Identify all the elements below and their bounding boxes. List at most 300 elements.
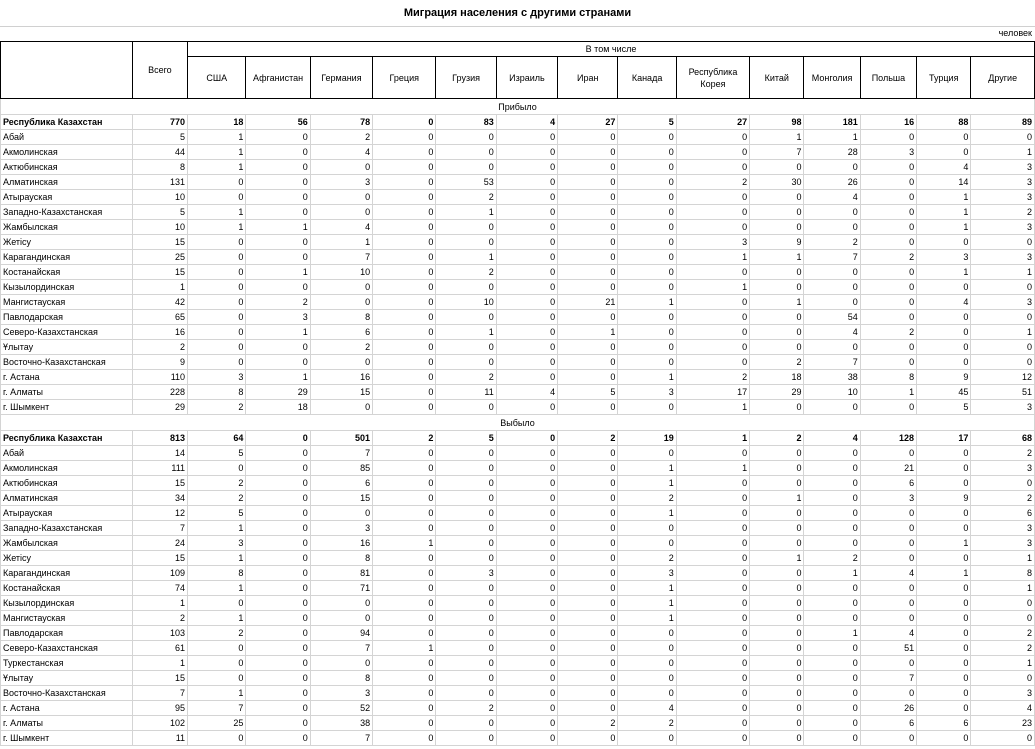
value-cell: 2	[132, 611, 187, 626]
value-cell: 0	[750, 686, 804, 701]
value-cell: 0	[558, 235, 618, 250]
header-country: Афганистан	[246, 57, 310, 99]
value-cell: 4	[804, 431, 860, 446]
value-cell: 0	[860, 310, 916, 325]
value-cell: 0	[917, 626, 971, 641]
value-cell: 0	[436, 641, 496, 656]
value-cell: 1	[436, 250, 496, 265]
value-cell: 2	[310, 340, 372, 355]
value-cell: 0	[618, 250, 676, 265]
value-cell: 0	[917, 145, 971, 160]
value-cell: 0	[558, 671, 618, 686]
value-cell: 0	[246, 536, 310, 551]
table-row	[1, 370, 1035, 385]
value-cell: 0	[917, 476, 971, 491]
value-cell: 0	[246, 596, 310, 611]
value-cell: 0	[750, 671, 804, 686]
value-cell: 1	[618, 370, 676, 385]
value-cell: 0	[804, 461, 860, 476]
value-cell: 2	[676, 175, 749, 190]
table-row	[1, 731, 1035, 746]
value-cell: 15	[132, 671, 187, 686]
value-cell: 0	[496, 521, 557, 536]
value-cell: 0	[860, 506, 916, 521]
value-cell: 0	[246, 611, 310, 626]
value-cell: 0	[373, 235, 436, 250]
value-cell: 0	[373, 521, 436, 536]
value-cell: 0	[618, 325, 676, 340]
value-cell: 0	[246, 671, 310, 686]
value-cell: 4	[860, 566, 916, 581]
value-cell: 0	[188, 190, 246, 205]
value-cell: 2	[188, 626, 246, 641]
value-cell: 0	[917, 581, 971, 596]
value-cell: 7	[804, 355, 860, 370]
value-cell: 2	[676, 370, 749, 385]
value-cell: 5	[618, 115, 676, 130]
value-cell: 1	[971, 551, 1035, 566]
value-cell: 0	[373, 596, 436, 611]
value-cell: 17	[917, 431, 971, 446]
region-cell: Кызылординская	[1, 280, 133, 295]
value-cell: 1	[971, 265, 1035, 280]
value-cell: 0	[917, 641, 971, 656]
value-cell: 56	[246, 115, 310, 130]
value-cell: 0	[496, 491, 557, 506]
value-cell: 0	[373, 385, 436, 400]
value-cell: 0	[496, 370, 557, 385]
value-cell: 8	[971, 566, 1035, 581]
value-cell: 0	[804, 611, 860, 626]
value-cell: 0	[496, 686, 557, 701]
value-cell: 0	[558, 145, 618, 160]
value-cell: 8	[188, 566, 246, 581]
value-cell: 0	[618, 656, 676, 671]
value-cell: 0	[804, 476, 860, 491]
value-cell: 0	[373, 671, 436, 686]
value-cell: 0	[860, 521, 916, 536]
value-cell: 0	[558, 340, 618, 355]
value-cell: 1	[188, 686, 246, 701]
value-cell: 0	[676, 596, 749, 611]
value-cell: 24	[132, 536, 187, 551]
table-row	[1, 130, 1035, 145]
value-cell: 45	[917, 385, 971, 400]
value-cell: 1	[917, 220, 971, 235]
value-cell: 0	[676, 190, 749, 205]
value-cell: 3	[971, 400, 1035, 415]
value-cell: 0	[804, 340, 860, 355]
value-cell: 0	[188, 235, 246, 250]
table-row	[1, 686, 1035, 701]
value-cell: 3	[310, 175, 372, 190]
value-cell: 85	[310, 461, 372, 476]
value-cell: 0	[310, 400, 372, 415]
value-cell: 0	[676, 656, 749, 671]
value-cell: 0	[188, 731, 246, 746]
region-cell: Кызылординская	[1, 596, 133, 611]
value-cell: 0	[373, 205, 436, 220]
table-row	[1, 355, 1035, 370]
value-cell: 1	[188, 611, 246, 626]
value-cell: 0	[558, 355, 618, 370]
value-cell: 0	[558, 521, 618, 536]
table-row	[1, 325, 1035, 340]
value-cell: 0	[246, 250, 310, 265]
value-cell: 8	[310, 310, 372, 325]
value-cell: 501	[310, 431, 372, 446]
value-cell: 0	[373, 701, 436, 716]
table-row	[1, 340, 1035, 355]
header-country: Республика Корея	[676, 57, 749, 99]
value-cell: 0	[860, 160, 916, 175]
value-cell: 0	[496, 716, 557, 731]
value-cell: 110	[132, 370, 187, 385]
value-cell: 0	[373, 716, 436, 731]
value-cell: 0	[676, 611, 749, 626]
value-cell: 1	[558, 325, 618, 340]
value-cell: 0	[804, 160, 860, 175]
value-cell: 3	[971, 160, 1035, 175]
section-label: Прибыло	[1, 99, 1035, 115]
value-cell: 0	[804, 295, 860, 310]
value-cell: 0	[676, 130, 749, 145]
value-cell: 0	[618, 671, 676, 686]
value-cell: 1	[373, 641, 436, 656]
value-cell: 0	[246, 160, 310, 175]
value-cell: 0	[917, 506, 971, 521]
value-cell: 15	[310, 491, 372, 506]
value-cell: 0	[860, 611, 916, 626]
value-cell: 38	[804, 370, 860, 385]
table-row	[1, 280, 1035, 295]
value-cell: 0	[496, 641, 557, 656]
value-cell: 0	[804, 220, 860, 235]
value-cell: 1	[676, 461, 749, 476]
value-cell: 0	[373, 355, 436, 370]
value-cell: 0	[310, 295, 372, 310]
value-cell: 0	[496, 295, 557, 310]
value-cell: 44	[132, 145, 187, 160]
value-cell: 0	[558, 566, 618, 581]
value-cell: 0	[310, 190, 372, 205]
value-cell: 1	[917, 265, 971, 280]
value-cell: 0	[618, 536, 676, 551]
value-cell: 0	[750, 446, 804, 461]
value-cell: 0	[804, 581, 860, 596]
value-cell: 17	[676, 385, 749, 400]
value-cell: 51	[971, 385, 1035, 400]
value-cell: 4	[917, 295, 971, 310]
value-cell: 0	[971, 731, 1035, 746]
region-cell: Мангистауская	[1, 611, 133, 626]
value-cell: 0	[246, 340, 310, 355]
value-cell: 1	[618, 596, 676, 611]
value-cell: 131	[132, 175, 187, 190]
value-cell: 0	[750, 641, 804, 656]
region-cell: г. Астана	[1, 701, 133, 716]
header-corner	[1, 42, 133, 99]
value-cell: 0	[860, 731, 916, 746]
value-cell: 0	[436, 686, 496, 701]
value-cell: 0	[373, 476, 436, 491]
value-cell: 53	[436, 175, 496, 190]
value-cell: 10	[132, 190, 187, 205]
region-cell: Северо-Казахстанская	[1, 325, 133, 340]
value-cell: 0	[917, 340, 971, 355]
value-cell: 1	[971, 581, 1035, 596]
value-cell: 0	[917, 596, 971, 611]
value-cell: 2	[436, 701, 496, 716]
value-cell: 12	[971, 370, 1035, 385]
value-cell: 0	[558, 611, 618, 626]
value-cell: 4	[310, 145, 372, 160]
migration-table	[0, 41, 1035, 746]
value-cell: 0	[860, 280, 916, 295]
header-country: США	[188, 57, 246, 99]
value-cell: 0	[676, 340, 749, 355]
value-cell: 10	[436, 295, 496, 310]
value-cell: 0	[917, 310, 971, 325]
value-cell: 3	[971, 686, 1035, 701]
value-cell: 6	[860, 716, 916, 731]
value-cell: 0	[804, 491, 860, 506]
value-cell: 30	[750, 175, 804, 190]
region-cell: г. Шымкент	[1, 400, 133, 415]
value-cell: 0	[373, 581, 436, 596]
value-cell: 0	[804, 731, 860, 746]
table-row	[1, 656, 1035, 671]
value-cell: 26	[860, 701, 916, 716]
value-cell: 0	[188, 295, 246, 310]
value-cell: 109	[132, 566, 187, 581]
value-cell: 5	[558, 385, 618, 400]
value-cell: 0	[188, 641, 246, 656]
table-row	[1, 671, 1035, 686]
value-cell: 0	[676, 551, 749, 566]
value-cell: 3	[971, 190, 1035, 205]
value-cell: 14	[917, 175, 971, 190]
value-cell: 0	[750, 325, 804, 340]
value-cell: 1	[917, 205, 971, 220]
value-cell: 2	[971, 205, 1035, 220]
value-cell: 15	[310, 385, 372, 400]
value-cell: 0	[436, 400, 496, 415]
value-cell: 0	[558, 130, 618, 145]
value-cell: 3	[971, 175, 1035, 190]
value-cell: 0	[804, 686, 860, 701]
value-cell: 1	[676, 250, 749, 265]
region-cell: Туркестанская	[1, 656, 133, 671]
value-cell: 0	[750, 461, 804, 476]
header-country: Польша	[860, 57, 916, 99]
value-cell: 1	[246, 370, 310, 385]
value-cell: 1	[188, 145, 246, 160]
value-cell: 1	[676, 280, 749, 295]
value-cell: 0	[496, 461, 557, 476]
value-cell: 0	[750, 400, 804, 415]
value-cell: 21	[558, 295, 618, 310]
value-cell: 0	[436, 446, 496, 461]
value-cell: 0	[496, 656, 557, 671]
value-cell: 0	[618, 310, 676, 325]
value-cell: 0	[618, 175, 676, 190]
value-cell: 0	[496, 130, 557, 145]
value-cell: 2	[558, 716, 618, 731]
value-cell: 1	[750, 295, 804, 310]
value-cell: 0	[310, 355, 372, 370]
header-country: Израиль	[496, 57, 557, 99]
value-cell: 7	[132, 686, 187, 701]
value-cell: 27	[558, 115, 618, 130]
value-cell: 0	[246, 521, 310, 536]
value-cell: 0	[246, 355, 310, 370]
value-cell: 0	[860, 235, 916, 250]
value-cell: 0	[860, 190, 916, 205]
value-cell: 0	[676, 446, 749, 461]
region-cell: г. Алматы	[1, 385, 133, 400]
value-cell: 1	[750, 130, 804, 145]
table-row	[1, 581, 1035, 596]
value-cell: 26	[804, 175, 860, 190]
value-cell: 0	[618, 145, 676, 160]
value-cell: 0	[373, 491, 436, 506]
value-cell: 2	[188, 491, 246, 506]
value-cell: 18	[246, 400, 310, 415]
value-cell: 0	[188, 355, 246, 370]
value-cell: 0	[246, 190, 310, 205]
value-cell: 0	[558, 175, 618, 190]
table-row	[1, 250, 1035, 265]
value-cell: 1	[132, 656, 187, 671]
value-cell: 0	[373, 265, 436, 280]
value-cell: 0	[618, 355, 676, 370]
value-cell: 21	[860, 461, 916, 476]
value-cell: 0	[496, 611, 557, 626]
value-cell: 0	[188, 340, 246, 355]
table-row	[1, 641, 1035, 656]
value-cell: 25	[132, 250, 187, 265]
value-cell: 0	[496, 626, 557, 641]
value-cell: 3	[971, 220, 1035, 235]
value-cell: 0	[436, 596, 496, 611]
value-cell: 3	[971, 461, 1035, 476]
value-cell: 0	[750, 205, 804, 220]
value-cell: 0	[373, 551, 436, 566]
value-cell: 1	[804, 130, 860, 145]
table-row	[1, 626, 1035, 641]
value-cell: 0	[558, 641, 618, 656]
value-cell: 0	[804, 205, 860, 220]
value-cell: 0	[971, 235, 1035, 250]
value-cell: 1	[804, 566, 860, 581]
value-cell: 2	[188, 476, 246, 491]
table-row	[1, 701, 1035, 716]
value-cell: 0	[860, 400, 916, 415]
value-cell: 128	[860, 431, 916, 446]
value-cell: 4	[496, 385, 557, 400]
value-cell: 1	[188, 205, 246, 220]
value-cell: 0	[496, 160, 557, 175]
value-cell: 25	[188, 716, 246, 731]
value-cell: 0	[558, 701, 618, 716]
value-cell: 1	[618, 506, 676, 521]
value-cell: 8	[860, 370, 916, 385]
value-cell: 4	[618, 701, 676, 716]
value-cell: 2	[971, 626, 1035, 641]
value-cell: 1	[188, 160, 246, 175]
value-cell: 10	[310, 265, 372, 280]
table-row	[1, 235, 1035, 250]
value-cell: 83	[436, 115, 496, 130]
value-cell: 0	[676, 355, 749, 370]
value-cell: 8	[188, 385, 246, 400]
value-cell: 0	[750, 656, 804, 671]
value-cell: 15	[132, 235, 187, 250]
value-cell: 0	[436, 551, 496, 566]
value-cell: 2	[750, 431, 804, 446]
value-cell: 2	[310, 130, 372, 145]
value-cell: 0	[676, 220, 749, 235]
value-cell: 5	[188, 446, 246, 461]
value-cell: 5	[132, 205, 187, 220]
value-cell: 28	[804, 145, 860, 160]
value-cell: 74	[132, 581, 187, 596]
value-cell: 0	[676, 671, 749, 686]
value-cell: 0	[373, 461, 436, 476]
value-cell: 0	[496, 280, 557, 295]
region-cell: Ұлытау	[1, 671, 133, 686]
value-cell: 0	[750, 521, 804, 536]
value-cell: 0	[246, 506, 310, 521]
value-cell: 0	[436, 611, 496, 626]
value-cell: 0	[373, 220, 436, 235]
value-cell: 0	[246, 280, 310, 295]
region-cell: Восточно-Казахстанская	[1, 686, 133, 701]
value-cell: 64	[188, 431, 246, 446]
value-cell: 102	[132, 716, 187, 731]
value-cell: 3	[246, 310, 310, 325]
value-cell: 88	[917, 115, 971, 130]
value-cell: 0	[676, 205, 749, 220]
value-cell: 0	[676, 536, 749, 551]
value-cell: 38	[310, 716, 372, 731]
value-cell: 0	[676, 701, 749, 716]
value-cell: 0	[676, 731, 749, 746]
value-cell: 0	[558, 476, 618, 491]
value-cell: 0	[246, 716, 310, 731]
value-cell: 2	[618, 551, 676, 566]
header-country: Другие	[971, 57, 1035, 99]
value-cell: 0	[750, 731, 804, 746]
value-cell: 0	[310, 205, 372, 220]
table-row	[1, 716, 1035, 731]
value-cell: 0	[558, 220, 618, 235]
value-cell: 1	[132, 280, 187, 295]
value-cell: 0	[804, 701, 860, 716]
value-cell: 0	[246, 701, 310, 716]
value-cell: 0	[750, 566, 804, 581]
value-cell: 103	[132, 626, 187, 641]
region-cell: Западно-Казахстанская	[1, 205, 133, 220]
value-cell: 2	[971, 641, 1035, 656]
value-cell: 7	[310, 731, 372, 746]
value-cell: 12	[132, 506, 187, 521]
value-cell: 0	[496, 536, 557, 551]
value-cell: 0	[246, 566, 310, 581]
value-cell: 3	[676, 235, 749, 250]
value-cell: 0	[750, 280, 804, 295]
